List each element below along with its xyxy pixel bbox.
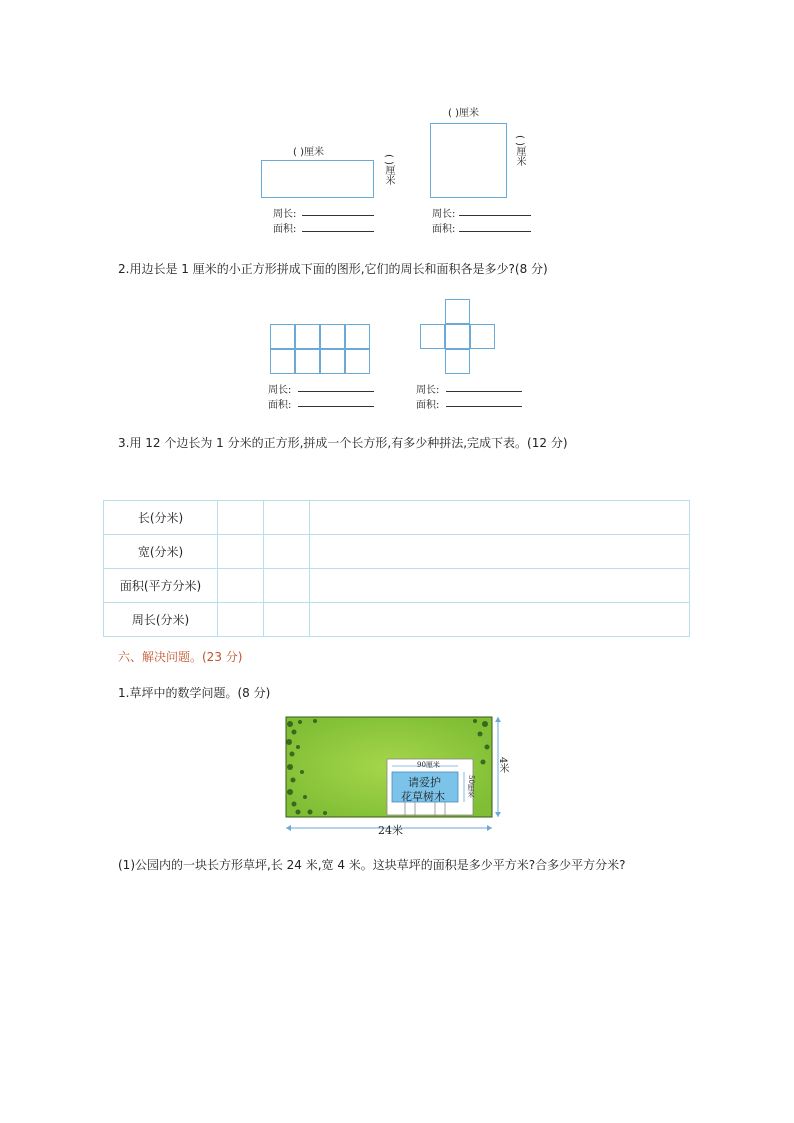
grid-square bbox=[345, 349, 370, 374]
grid-square bbox=[320, 324, 345, 349]
cross-square bbox=[445, 349, 470, 374]
fig2-area-label: 面积: bbox=[416, 400, 440, 411]
table-row bbox=[104, 501, 690, 535]
fig2-area-answer-line[interactable] bbox=[446, 406, 522, 407]
answer-cell[interactable] bbox=[264, 603, 310, 637]
cross-square bbox=[445, 324, 470, 349]
table-row bbox=[104, 535, 690, 569]
row-header: 宽(分米) bbox=[104, 535, 218, 569]
p1-text: 1.草坪中的数学问题。(8 分) bbox=[118, 686, 271, 700]
square-side-label: ( )厘米 bbox=[514, 135, 525, 166]
answer-cell[interactable] bbox=[310, 569, 690, 603]
row-header: 面积(平方分米) bbox=[104, 569, 218, 603]
answer-cell[interactable] bbox=[310, 603, 690, 637]
sign-line2: 花草树木 bbox=[401, 790, 445, 803]
grid-square bbox=[270, 349, 295, 374]
table-row bbox=[104, 603, 690, 637]
fig1-area-answer-line[interactable] bbox=[298, 406, 374, 407]
q3-text: 3.用 12 个边长为 1 分米的正方形,拼成一个长方形,有多少种拼法,完成下表。(12 分) bbox=[118, 436, 568, 450]
q2-text: 2.用边长是 1 厘米的小正方形拼成下面的图形,它们的周长和面积各是多少?(8 分) bbox=[118, 262, 548, 276]
answer-cell[interactable] bbox=[264, 535, 310, 569]
lawn-width-label: 24米 bbox=[378, 824, 403, 837]
cross-square bbox=[470, 324, 495, 349]
fig2-perimeter-answer-line[interactable] bbox=[446, 391, 522, 392]
answer-cell[interactable] bbox=[218, 603, 264, 637]
answer-cell[interactable] bbox=[310, 535, 690, 569]
square-area-label: 面积: bbox=[432, 224, 456, 235]
sign-line1: 请爱护 bbox=[408, 776, 441, 789]
rect-area-label: 面积: bbox=[273, 224, 297, 235]
rect-side-label: ( )厘米 bbox=[383, 154, 394, 185]
answer-cell[interactable] bbox=[218, 501, 264, 535]
rect-perimeter-label: 周长: bbox=[273, 209, 297, 220]
lawn-illustration bbox=[280, 712, 512, 838]
sign-height-label: 50厘米 bbox=[467, 775, 475, 798]
rect-area-answer-line[interactable] bbox=[302, 231, 374, 232]
answer-cell[interactable] bbox=[264, 501, 310, 535]
answer-cell[interactable] bbox=[264, 569, 310, 603]
answer-cell[interactable] bbox=[310, 501, 690, 535]
answer-cell[interactable] bbox=[218, 535, 264, 569]
table-row bbox=[104, 569, 690, 603]
lawn-height-label: 4米 bbox=[497, 757, 508, 774]
rect-top-label: ( )厘米 bbox=[293, 147, 324, 158]
grid-square bbox=[345, 324, 370, 349]
square-perimeter-answer-line[interactable] bbox=[459, 215, 531, 216]
fig1-perimeter-label: 周长: bbox=[268, 385, 292, 396]
fig2-perimeter-label: 周长: bbox=[416, 385, 440, 396]
row-header: 周长(分米) bbox=[104, 603, 218, 637]
rect-perimeter-answer-line[interactable] bbox=[302, 215, 374, 216]
row-header: 长(分米) bbox=[104, 501, 218, 535]
grid-square bbox=[295, 324, 320, 349]
section-title: 六、解决问题。(23 分) bbox=[118, 650, 243, 664]
square-area-answer-line[interactable] bbox=[459, 231, 531, 232]
grid-square bbox=[270, 324, 295, 349]
fig1-perimeter-answer-line[interactable] bbox=[298, 391, 374, 392]
square-perimeter-label: 周长: bbox=[432, 209, 456, 220]
grid-square bbox=[295, 349, 320, 374]
p1-sub-question-1: (1)公园内的一块长方形草坪,长 24 米,宽 4 米。这块草坪的面积是多少平方米?合多少平方分米? bbox=[118, 858, 626, 872]
fig1-area-label: 面积: bbox=[268, 400, 292, 411]
rectangle-shape bbox=[261, 160, 374, 198]
square-shape bbox=[430, 123, 507, 198]
answer-cell[interactable] bbox=[218, 569, 264, 603]
cross-square bbox=[420, 324, 445, 349]
q3-table bbox=[103, 500, 690, 637]
sign-width-label: 90厘米 bbox=[417, 761, 440, 769]
cross-square bbox=[445, 299, 470, 324]
square-top-label: ( )厘米 bbox=[448, 108, 479, 119]
grid-square bbox=[320, 349, 345, 374]
